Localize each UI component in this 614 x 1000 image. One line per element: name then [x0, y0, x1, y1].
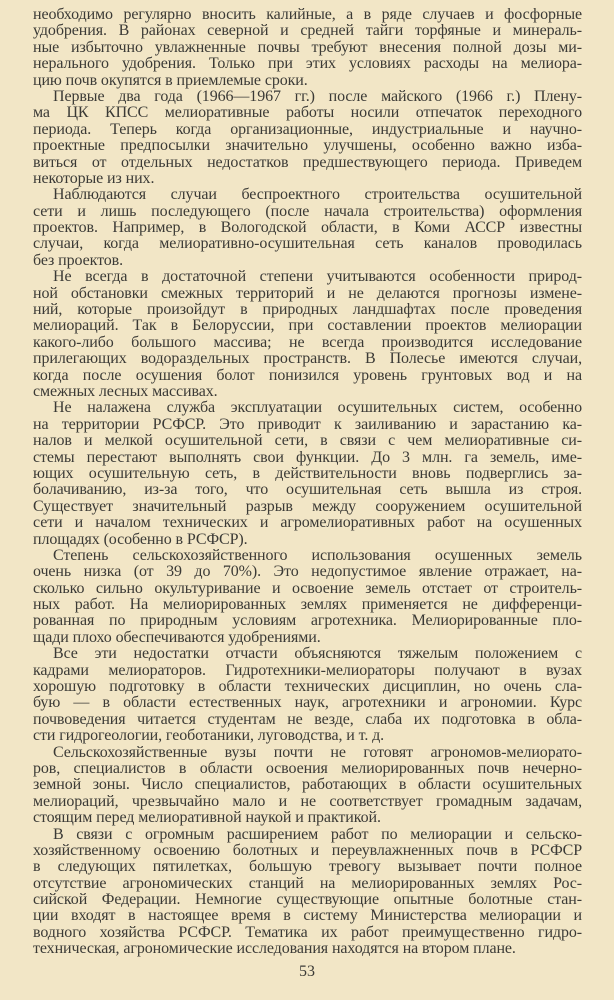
text-line: ной обстановки смежных территорий и не делаются прогнозы измене-: [33, 284, 582, 302]
paragraph: [33, 548, 582, 646]
text-line: очень низка (от 39 до 70%). Это недопустимое явление отражает, на-: [33, 563, 582, 581]
text-line: Степень сельскохозяйственного использования осушенных земель: [53, 546, 582, 564]
text-line: земной зоны. Число специалистов, работающих в области осушительных: [33, 776, 582, 794]
text-line: удобрения. В районах северной и средней тайги торфяные и минераль-: [33, 22, 582, 40]
text-line: В связи с огромным расширением работ по мелиорации и сельско-: [53, 825, 582, 843]
text-line: виться от отдельных недостатков предшествующего периода. Приведем: [33, 153, 582, 171]
text-line: стоящим перед мелиоративной наукой и практикой.: [33, 809, 381, 827]
text-line: случаи, когда мелиоративно-осушительная сеть каналов проводилась: [33, 235, 582, 253]
text-line: Все эти недостатки отчасти объясняются тяжелым положением с: [53, 645, 582, 663]
text-line: прилегающих водораздельных пространств. В Полесье имеются случаи,: [33, 350, 582, 368]
text-line: периода. Теперь когда организационные, индустриальные и научно-: [33, 120, 582, 138]
text-line: на территории РСФСР. Это приводит к заиливанию и зарастанию ка-: [33, 415, 582, 433]
text-line: Не налажена служба эксплуатации осушительных систем, особенно: [53, 399, 582, 417]
paragraph: [33, 400, 582, 548]
text-line: цию почв окупятся в приемлемые сроки.: [33, 71, 308, 89]
page-number: 53: [299, 963, 315, 980]
text-line: площадях (особенно в РСФСР).: [33, 530, 248, 548]
text-line: бую — в области естественных наук, агротехники и агрономии. Курс: [33, 694, 582, 712]
text-line: в следующих пятилетках, большую тревогу вызывает почти полное: [33, 858, 582, 876]
text-line: Наблюдаются случаи беспроектного строительства осушительной: [53, 186, 582, 204]
text-line: Не всегда в достаточной степени учитываются особенности природ-: [53, 268, 582, 286]
text-line: без проектов.: [33, 251, 124, 269]
text-line: ма ЦК КПСС мелиоративные работы носили отпечаток переходного: [33, 104, 582, 122]
text-line: хозяйственному освоению болотных и переувлажненных почв в РСФСР: [33, 841, 582, 859]
text-line: ний, которые произойдут в природных ландшафтах после проведения: [33, 301, 582, 319]
text-line: ющих осушительную сеть, в действительности вновь подверглись за-: [33, 464, 582, 482]
text-line: водного хозяйства РСФСР. Тематика их работ преимущественно гидро-: [33, 923, 582, 941]
paragraph: [33, 89, 582, 187]
text-line: проектные предпосылки значительно улучшены, особенно важно изба-: [33, 137, 582, 155]
text-line: нерального удобрения. Только при этих условиях расходы на мелиора-: [33, 55, 582, 73]
text-line: смежных лесных массивах.: [33, 382, 218, 400]
text-line: налов и мелкой осушительной сети, в связи с чем мелиоративные си-: [33, 432, 582, 450]
text-line: стемы перестают выполнять свои функции. До 3 млн. га земель, име-: [33, 448, 582, 466]
text-line: какого-либо большого массива; не всегда производится исследование: [33, 333, 582, 351]
paragraph: [33, 269, 582, 400]
text-line: щади плохо обеспечиваются удобрениями.: [33, 628, 321, 646]
text-line: ных работ. На мелиорированных землях применяется не дифференци-: [33, 596, 582, 614]
text-line: необходимо регулярно вносить калийные, а в ряде случаев и фосфорные: [33, 6, 582, 23]
text-line: когда после осушения болот понизился уровень грунтовых вод и на: [33, 366, 582, 384]
text-line: сети и лишь последующего (после начала строительства) оформления: [33, 202, 582, 220]
text-line: ные избыточно увлажненные почвы требуют внесения полной дозы ми-: [33, 38, 582, 56]
text-line: проектов. Например, в Вологодской области, в Коми АССР известны: [33, 219, 582, 237]
text-line: почвоведения читается студентам не везде, слаба их подготовка в обла-: [33, 710, 582, 728]
text-line: отсутствие агрономических станций на мелиорированных землях Рос-: [33, 874, 582, 892]
paragraph: [33, 827, 582, 958]
text-line: сколько сильно окультуривание и освоение земель отстает от строитель-: [33, 579, 582, 597]
text-line: техническая, агрономические исследования находятся на втором плане.: [33, 940, 516, 958]
paragraph: [33, 745, 582, 827]
text-line: мелиораций. Так в Белоруссии, при составлении проектов мелиорации: [33, 317, 582, 335]
text-line: некоторые из них.: [33, 169, 155, 187]
page-body-text: [33, 7, 582, 958]
paragraph: [33, 187, 582, 269]
text-line: мелиораций, чрезвычайно мало и не соответствует громадным задачам,: [33, 792, 582, 810]
text-line: сти гидрогеологии, геоботаники, луговодства, и т. д.: [33, 727, 385, 745]
text-line: Первые два года (1966—1967 гг.) после майского (1966 г.) Плену-: [53, 87, 582, 105]
text-line: хорошую подготовку в области технических дисциплин, но очень сла-: [33, 678, 582, 696]
text-line: ров, специалистов в области освоения мелиорированных почв нечерно-: [33, 759, 582, 777]
text-line: сети и началом технических и агромелиоративных работ на осушенных: [33, 514, 582, 532]
paragraph: [33, 646, 582, 744]
paragraph: [33, 7, 582, 89]
text-line: сийской Федерации. Немногие существующие опытные болотные стан-: [33, 891, 582, 909]
text-line: болачиванию, из-за того, что осушительная сеть вышла из строя.: [33, 481, 582, 499]
text-line: ции входят в настоящее время в систему Министерства мелиорации и: [33, 907, 582, 925]
text-line: Сельскохозяйственные вузы почти не готовят агрономов-мелиорато-: [53, 743, 582, 761]
text-line: Существует значительный разрыв между сооружением осушительной: [33, 497, 582, 515]
text-line: кадрами мелиораторов. Гидротехники-мелиораторы получают в вузах: [33, 661, 582, 679]
text-line: рованная по природным условиям агротехника. Мелиорированные пло-: [33, 612, 582, 630]
